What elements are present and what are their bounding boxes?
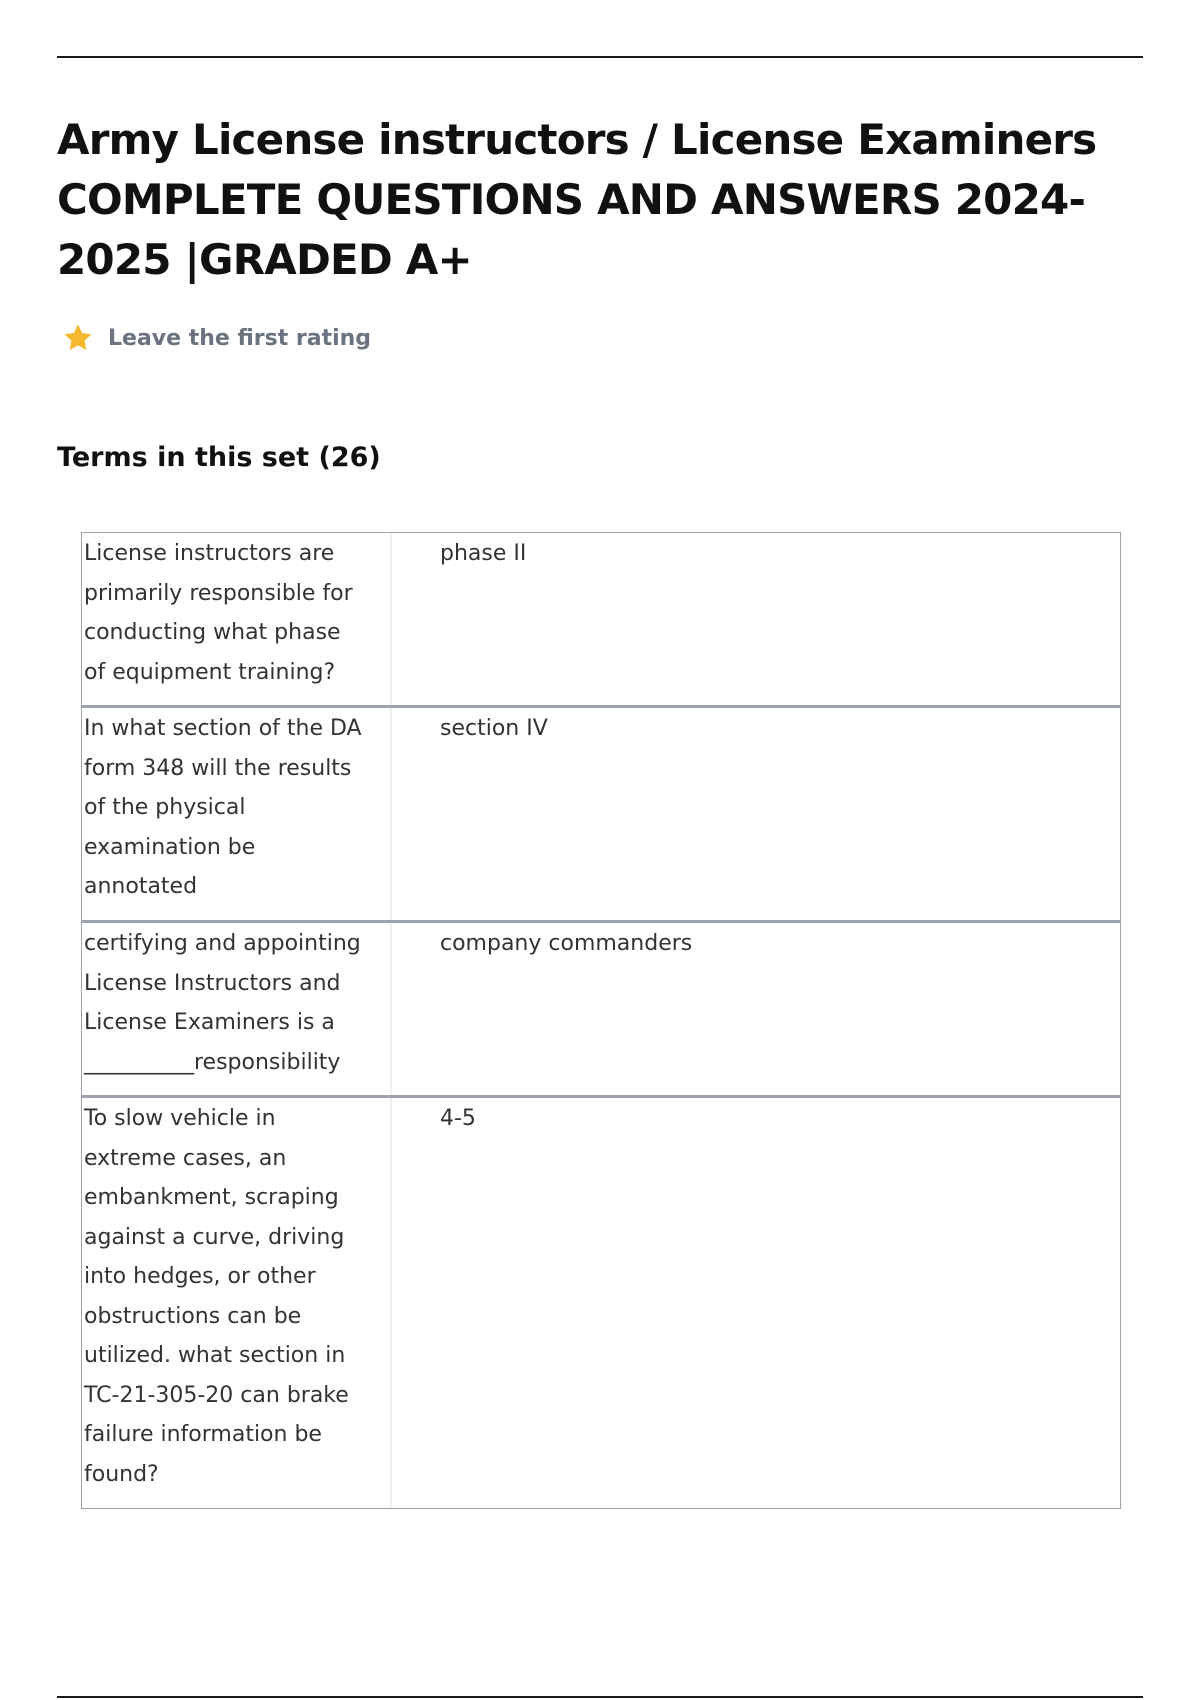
definition-text: company commanders bbox=[440, 931, 693, 956]
term-row bbox=[82, 1098, 1120, 1508]
bottom-divider bbox=[57, 1696, 1143, 1698]
term-row bbox=[82, 533, 1120, 708]
term-text: certifying and appointing License Instructors and License Examiners is a __________responsibility bbox=[82, 923, 392, 1095]
definition-text: 4-5 bbox=[440, 1106, 476, 1131]
terms-heading: Terms in this set (26) bbox=[57, 442, 381, 473]
rating-prompt[interactable] bbox=[62, 318, 371, 358]
top-divider bbox=[57, 56, 1143, 58]
term-text: In what section of the DA form 348 will the results of the physical examination be annotated bbox=[82, 708, 392, 920]
term-row bbox=[82, 923, 1120, 1098]
terms-table bbox=[81, 532, 1121, 1509]
page-title: Army License instructors / License Examiners COMPLETE QUESTIONS AND ANSWERS 2024-2025 |GRADED A+ bbox=[57, 115, 1097, 284]
definition-text: section IV bbox=[440, 716, 548, 741]
term-row bbox=[82, 708, 1120, 923]
rating-label[interactable]: Leave the first rating bbox=[108, 325, 372, 351]
term-text: License instructors are primarily responsible for conducting what phase of equipment training? bbox=[82, 533, 392, 705]
definition-text: phase II bbox=[440, 541, 527, 566]
star-icon bbox=[62, 322, 94, 354]
term-text: To slow vehicle in extreme cases, an embankment, scraping against a curve, driving into hedges, or other obstructions can be utilized. what section in TC-21-305-20 can brake failure information be found? bbox=[82, 1098, 392, 1508]
